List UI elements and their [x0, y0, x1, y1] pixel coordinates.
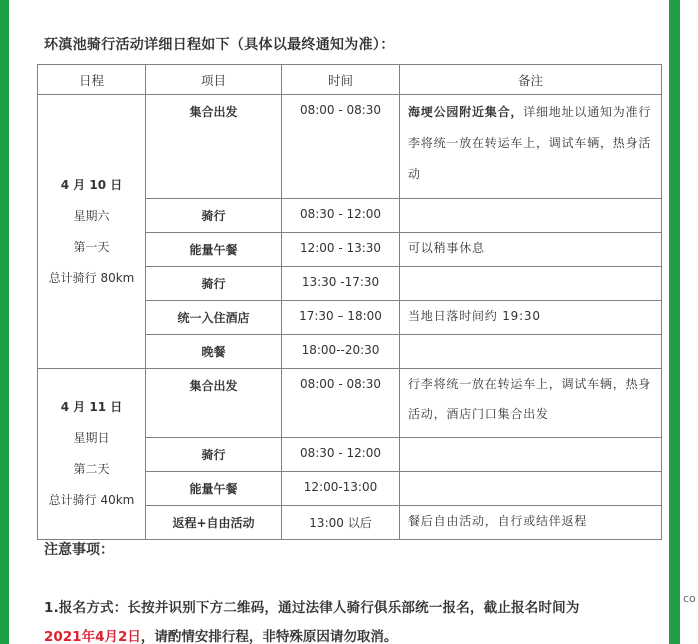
- registration-text-2: ，请酌情安排行程，非特殊原因请勿取消。: [140, 629, 398, 644]
- table-row: [38, 369, 662, 438]
- left-frame-border: [0, 0, 9, 644]
- time-cell: 17:30 – 18:00: [282, 301, 400, 335]
- day1-date: 4 月 10 日: [60, 177, 123, 192]
- note-cell: [400, 472, 662, 506]
- note-cell: [400, 438, 662, 472]
- header-item: 项目: [146, 65, 282, 95]
- day2-date: 4 月 11 日: [60, 400, 123, 414]
- note-cell: 行李将统一放在转运车上，调试车辆，热身活动，酒店门口集合出发: [400, 369, 662, 438]
- item-cell: 骑行: [146, 267, 282, 301]
- note-cell: [400, 267, 662, 301]
- time-cell: 13:00 以后: [282, 506, 400, 540]
- table-row: [38, 95, 662, 199]
- time-cell: 12:00-13:00: [282, 472, 400, 506]
- item-cell: 能量午餐: [146, 233, 282, 267]
- header-note: 备注: [400, 65, 662, 95]
- time-cell: 18:00--20:30: [282, 335, 400, 369]
- item-cell: 集合出发: [146, 369, 282, 438]
- registration-line-2: [44, 625, 397, 644]
- header-time: 时间: [282, 65, 400, 95]
- note-cell: [400, 95, 662, 199]
- header-day: 日程: [38, 65, 146, 95]
- item-cell: 骑行: [146, 438, 282, 472]
- note-cell: 当地日落时间约 19:30: [400, 301, 662, 335]
- item-cell: 统一入住酒店: [146, 301, 282, 335]
- time-cell: 08:00 - 08:30: [282, 95, 400, 199]
- day1-ordinal: 第一天: [73, 239, 110, 254]
- time-cell: 08:30 - 12:00: [282, 438, 400, 472]
- note-cell: [400, 335, 662, 369]
- item-cell: 集合出发: [146, 95, 282, 199]
- time-cell: 13:30 -17:30: [282, 267, 400, 301]
- day1-weekday: 星期六: [73, 208, 110, 223]
- registration-text: 长按并识别下方二维码，通过法律人骑行俱乐部统一报名，截止报名时间为: [127, 600, 580, 616]
- right-frame-border: [669, 0, 680, 644]
- notes-title: 注意事项：: [44, 542, 114, 558]
- registration-line: [44, 596, 580, 616]
- day1-total: 总计骑行 80km: [48, 270, 135, 285]
- time-cell: 08:30 - 12:00: [282, 199, 400, 233]
- item-cell: 能量午餐: [146, 472, 282, 506]
- note-bold: 海埂公园附近集合，: [408, 105, 524, 119]
- note-cell: [400, 199, 662, 233]
- time-cell: 12:00 - 13:30: [282, 233, 400, 267]
- registration-deadline: 2021年4月2日: [44, 629, 141, 644]
- note-cell: 可以稍事休息: [400, 233, 662, 267]
- day2-cell: [38, 369, 146, 540]
- day1-cell: [38, 95, 146, 369]
- note-text: 详细地址以通知为准行李将统一放在转运车上，调试车辆，热身活动: [408, 105, 652, 181]
- time-cell: 08:00 - 08:30: [282, 369, 400, 438]
- day2-ordinal: 第二天: [73, 462, 110, 476]
- item-cell: 返程+自由活动: [146, 506, 282, 540]
- item-cell: 晚餐: [146, 335, 282, 369]
- note-cell: 餐后自由活动，自行或结伴返程: [400, 506, 662, 540]
- schedule-heading: 环滇池骑行活动详细日程如下（具体以最终通知为准）：: [44, 37, 395, 53]
- registration-label: 1.报名方式：: [44, 600, 128, 616]
- schedule-table: [37, 64, 662, 540]
- day2-total: 总计骑行 40km: [48, 493, 135, 507]
- table-header-row: [38, 65, 662, 95]
- cropped-edge-text: co: [683, 592, 696, 605]
- day2-weekday: 星期日: [73, 431, 110, 445]
- item-cell: 骑行: [146, 199, 282, 233]
